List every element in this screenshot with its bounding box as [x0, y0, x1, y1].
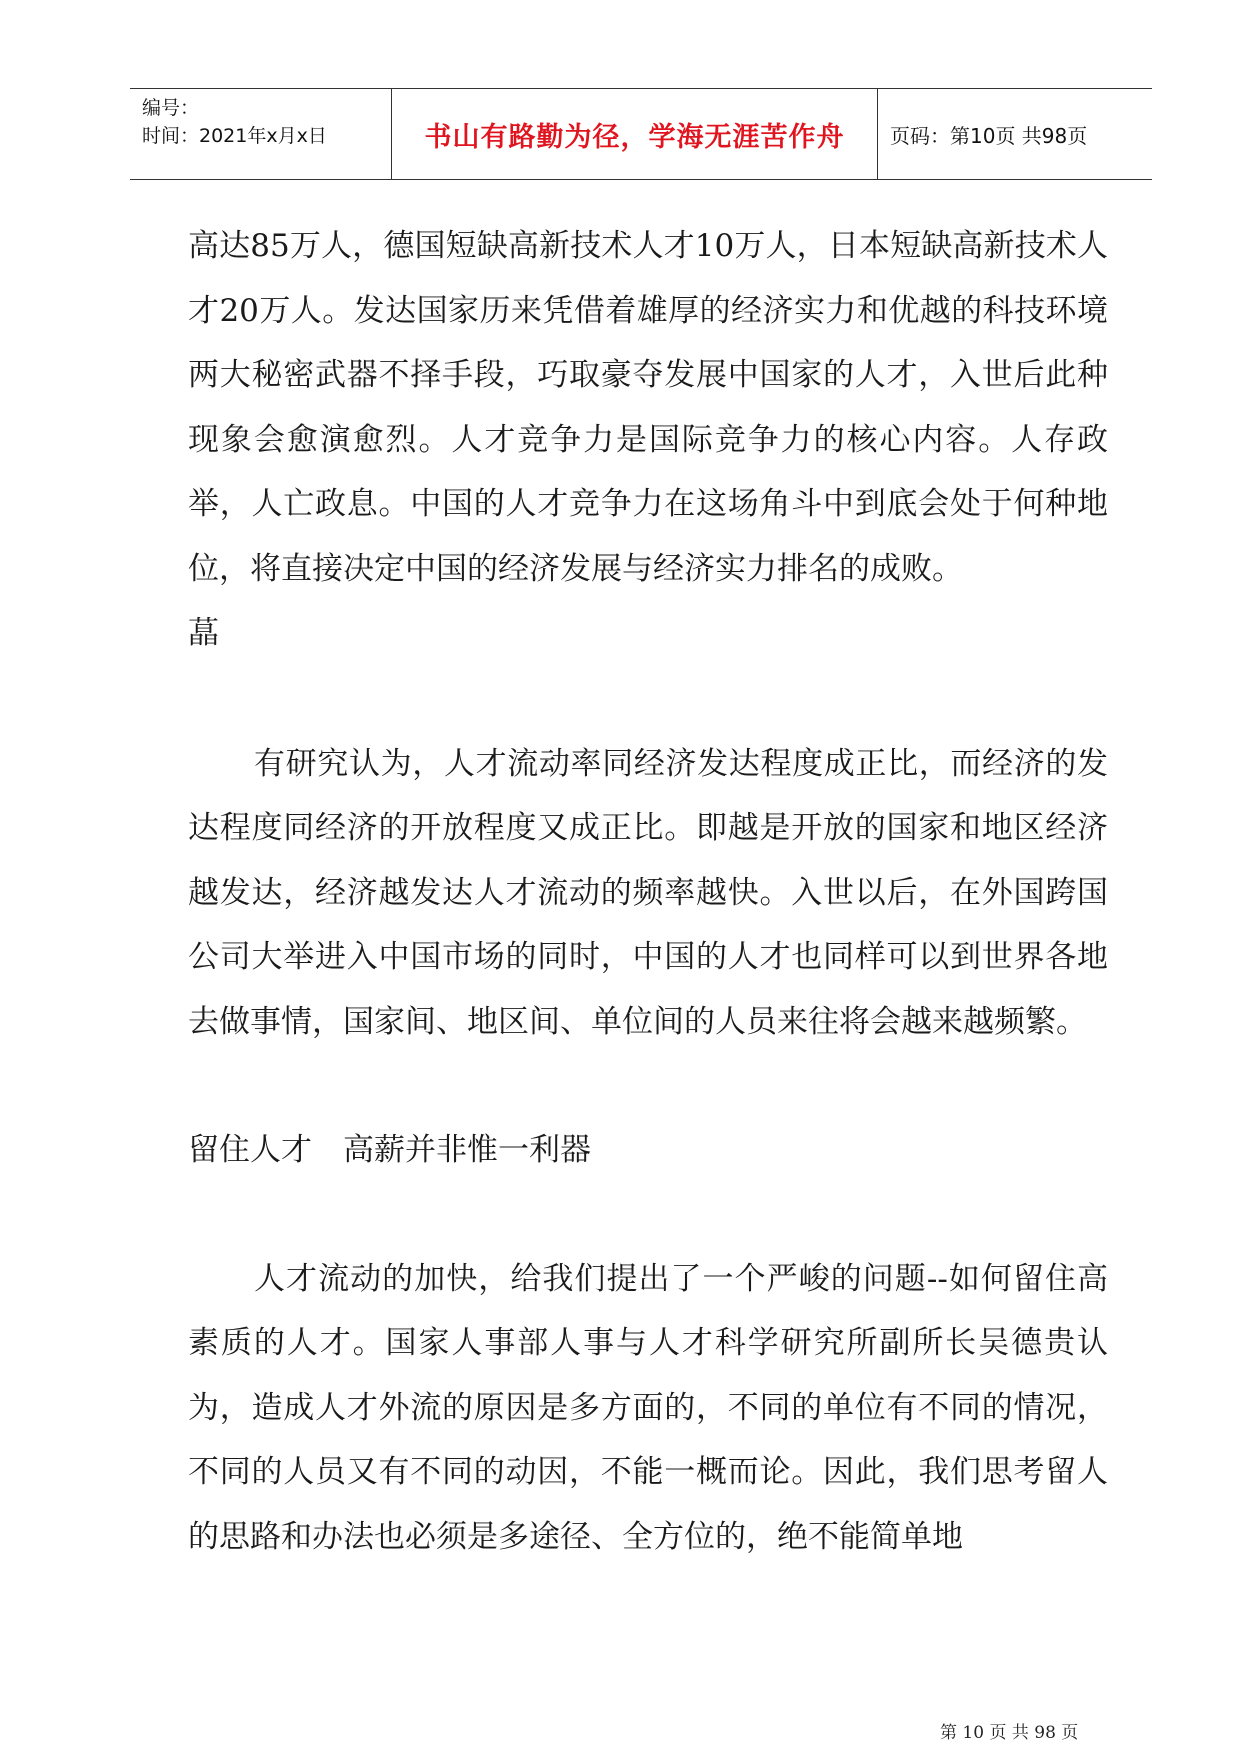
document-number-label: 编号：: [142, 97, 200, 119]
spacer: [188, 666, 1108, 732]
paragraph-1: 高达85万人，德国短缺高新技术人才10万人，日本短缺高新技术人才20万人。发达国家历来凭借着雄厚的经济实力和优越的科技环境两大秘密武器不择手段，巧取豪夺发展中国家的人才，入世后此种现象会愈演愈烈。人才竞争力是国际竞争力的核心内容。人存政举，人亡政息。中国的人才竞争力在这场角斗中到底会处于何种地位，将直接决定中国的经济发展与经济实力排名的成败。: [188, 228, 1108, 587]
header-motto-cell: [392, 89, 878, 179]
spacer: [188, 1054, 1108, 1118]
paragraph-3: 人才流动的加快，给我们提出了一个严峻的问题--如何留住高素质的人才。国家人事部人事与人才科学研究所副所长吴德贵认为，造成人才外流的原因是多方面的，不同的单位有不同的情况，不同的人员又有不同的动因，不能一概而论。因此，我们思考留人的思路和办法也必须是多途径、全方位的，绝不能简单地: [188, 1260, 1108, 1555]
paragraph-1-tail: 蕌: [188, 615, 219, 651]
document-body: [188, 214, 1108, 1569]
section-heading: 留住人才 高薪并非惟一利器: [188, 1132, 591, 1168]
page-footer: 第 10 页 共 98 页: [940, 1723, 1079, 1743]
document-time-label: 时间：2021年x月x日: [142, 125, 327, 147]
paragraph-2: 有研究认为，人才流动率同经济发达程度成正比，而经济的发达程度同经济的开放程度又成正比。即越是开放的国家和地区经济越发达，经济越发达人才流动的频率越快。入世以后，在外国跨国公司大举进入中国市场的同时，中国的人才也同样可以到世界各地去做事情，国家间、地区间、单位间的人员来往将会越来越频繁。: [188, 745, 1108, 1040]
header-page-cell: [878, 89, 1152, 179]
header-page-info: 页码：第10页 共98页: [890, 123, 1088, 148]
header-meta-cell: [130, 89, 392, 179]
page-header: [130, 88, 1152, 180]
spacer: [188, 1183, 1108, 1247]
header-motto: 书山有路勤为径，学海无涯苦作舟: [424, 121, 845, 153]
